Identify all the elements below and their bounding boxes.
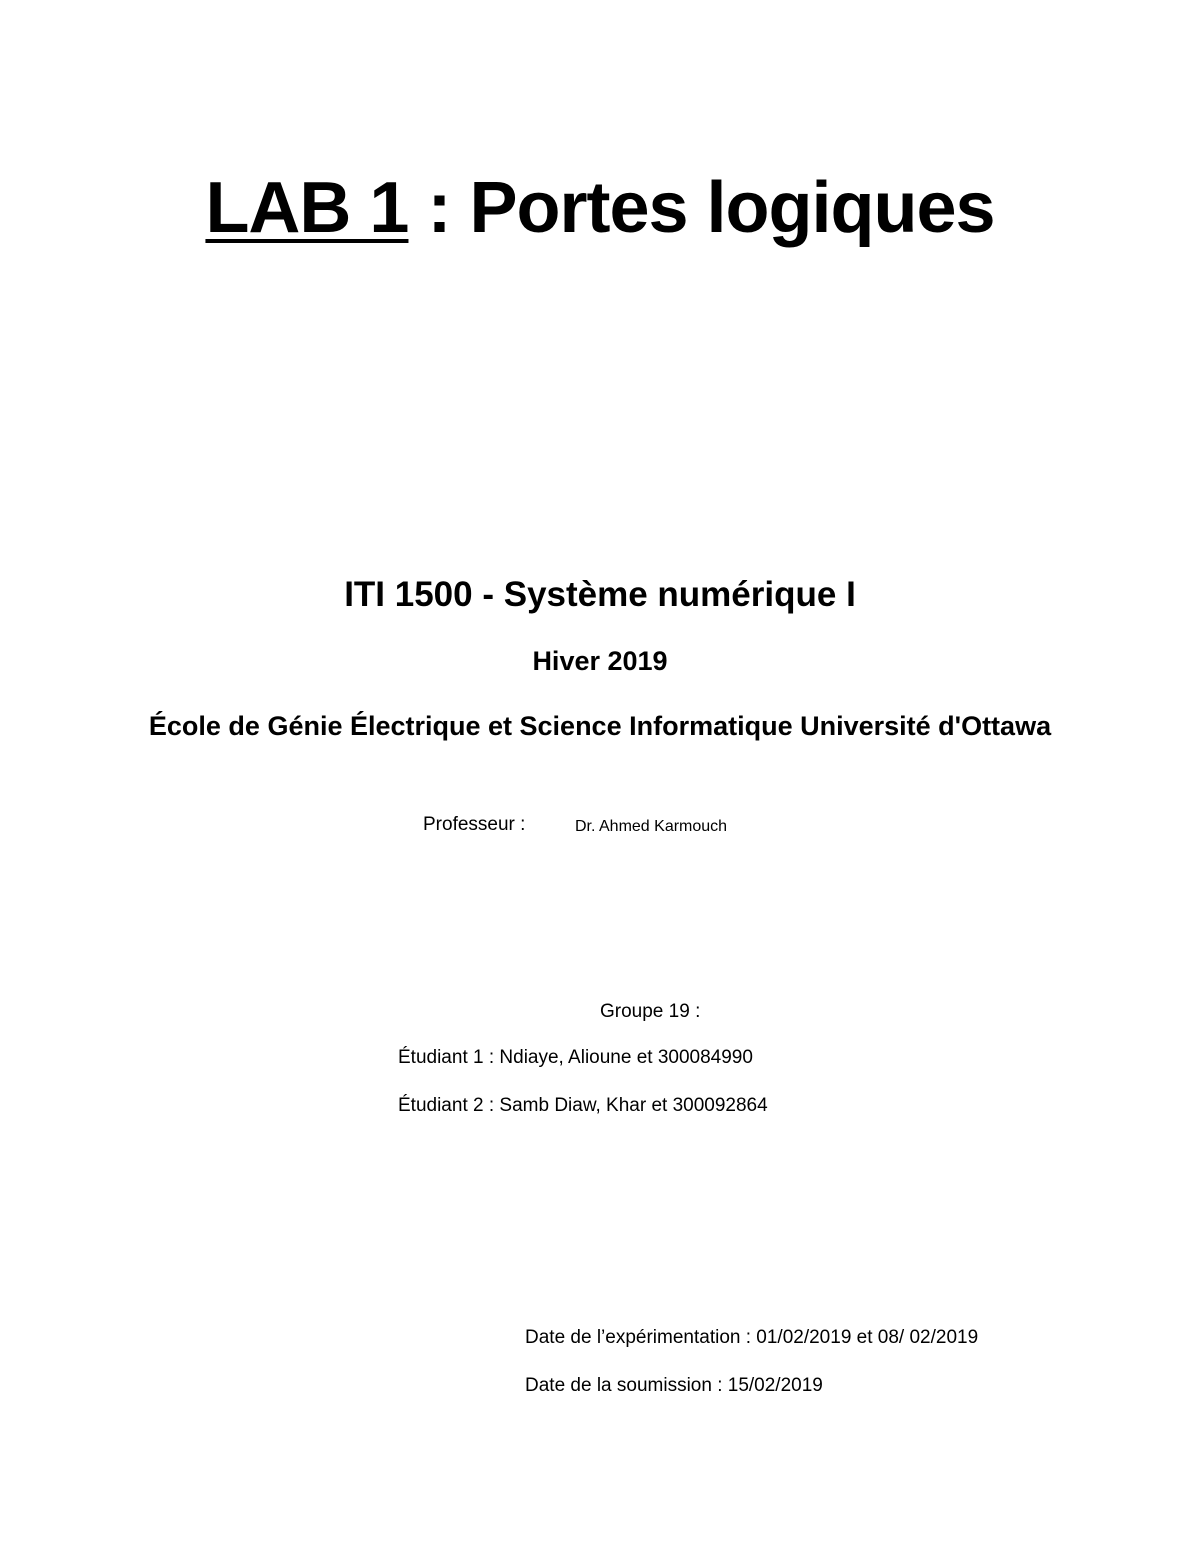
title-lab-number: LAB 1 [205,168,409,248]
school-name: École de Génie Électrique et Science Informatique Université d'Ottawa [148,711,1052,741]
student-2: Étudiant 2 : Samb Diaw, Khar et 300092864 [398,1095,768,1116]
document-title [0,158,1200,258]
submission-date: Date de la soumission : 15/02/2019 [525,1375,823,1396]
group-label: Groupe 19 : [600,1001,701,1022]
term: Hiver 2019 [532,646,668,676]
course-name: ITI 1500 - Système numérique I [344,575,856,614]
title-subject: : Portes logiques [408,168,995,248]
experiment-date: Date de l’expérimentation : 01/02/2019 et 08/ 02/2019 [525,1327,979,1348]
student-1: Étudiant 1 : Ndiaye, Alioune et 300084990 [398,1047,753,1068]
professor-line [0,811,1200,841]
professor-name: Dr. Ahmed Karmouch [575,818,728,835]
professor-label: Professeur : [423,814,526,835]
